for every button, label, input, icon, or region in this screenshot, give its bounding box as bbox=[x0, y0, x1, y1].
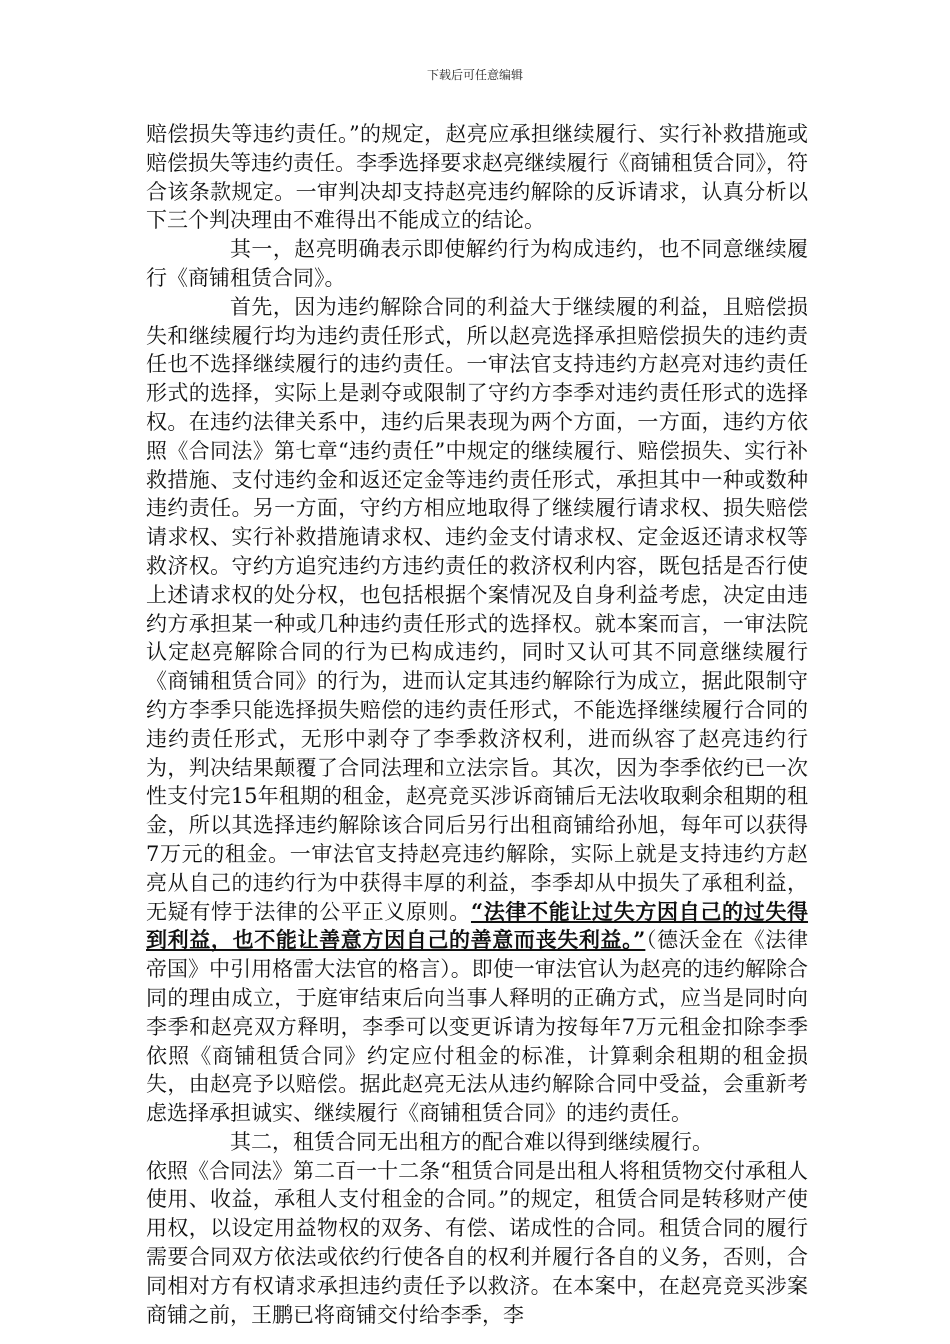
emphasized-quote: “法律不能让过失方因自己的过失得到利益，也不能让善意方因自己的善意而丧失利益。” bbox=[146, 898, 809, 953]
paragraph-2: 其一，赵亮明确表示即使解约行为构成违约，也不同意继续履行《商铺租赁合同》。 bbox=[146, 237, 808, 290]
paragraph-3-text-b: （德沃金在《法律帝国》中引用格雷大法官的格言）。即使一审法官认为赵亮的违约解除合同的理由成立，于庭审结束后向当事人释明的正确方式，应当是同时向李季和赵亮双方释明，李季可以变更诉请为按每年7万元租金扣除李季依照《商铺租赁合同》约定应付租金的标准，计算剩余租期的租金损失，由赵亮予以赔偿。据此赵亮无法从违约解除合同中受益，会重新考虑选择承担诚实、继续履行《商铺租赁合同》的违约责任。 bbox=[146, 928, 808, 1126]
paragraph-5: 依照《合同法》第二百一十二条“租赁合同是出租人将租赁物交付承租人使用、收益，承租人支付租金的合同。”的规定，租赁合同是转移财产使用权，以设定用益物权的双务、有偿、诺成性的合同。租赁合同的履行需要合同双方依法或依约行使各自的权利并履行各自的义务，否则，合同相对方有权请求承担违约责任予以救济。在本案中，在赵亮竞买涉案商铺之前，王鹏已将商铺交付给李季，李 bbox=[146, 1158, 808, 1327]
paragraph-3 bbox=[146, 293, 808, 1128]
document-body bbox=[146, 120, 808, 1329]
paragraph-1: 赔偿损失等违约责任。”的规定，赵亮应承担继续履行、实行补救措施或赔偿损失等违约责任。李季选择要求赵亮继续履行《商铺租赁合同》，符合该条款规定。一审判决却支持赵亮违约解除的反诉请求，认真分析以下三个判决理由不难得出不能成立的结论。 bbox=[146, 122, 808, 233]
paragraph-4: 其二，租赁合同无出租方的配合难以得到继续履行。 bbox=[230, 1129, 713, 1154]
page-header: 下载后可任意编辑 bbox=[426, 68, 523, 82]
paragraph-3-text-a: 首先，因为违约解除合同的利益大于继续履的利益，且赔偿损失和继续履行均为违约责任形式，所以赵亮选择承担赔偿损失的违约责任也不选择继续履行的违约责任。一审法官支持违约方赵亮对违约责任形式的选择，实际上是剥夺或限制了守约方李季对违约责任形式的选择权。在违约法律关系中，违约后果表现为两个方面，一方面，违约方依照《合同法》第七章“违约责任”中规定的继续履行、赔偿损失、实行补救措施、支付违约金和返还定金等违约责任形式，承担其中一种或数种违约责任。另一方面，守约方相应地取得了继续履行请求权、损失赔偿请求权、实行补救措施请求权、违约金支付请求权、定金返还请求权等救济权。守约方追究违约方违约责任的救济权利内容，既包括是否行使上述请求权的处分权，也包括根据个案情况及自身利益考虑，决定由违约方承担某一种或几种违约责任形式的选择权。就本案而言，一审法院认定赵亮解除合同的行为已构成违约，同时又认可其不同意继续履行《商铺租赁合同》的行为，进而认定其违约解除行为成立，据此限制守约方李季只能选择损失赔偿的违约责任形式，不能选择继续履行合同的违约责任形式，无形中剥夺了李季救济权利，进而纵容了赵亮违约行为，判决结果颠覆了合同法理和立法宗旨。其次，因为李季依约已一次性支付完15年租期的租金，赵亮竞买涉诉商铺后无法收取剩余租期的租金，所以其选择违约解除该合同后另行出租商铺给孙旭，每年可以获得7万元的租金。一审法官支持赵亮违约解除，实际上就是支持违约方赵亮从自己的违约行为中获得丰厚的利益，李季却从中损失了承租利益，无疑有悖于法律的公平正义原则。 bbox=[146, 294, 808, 924]
